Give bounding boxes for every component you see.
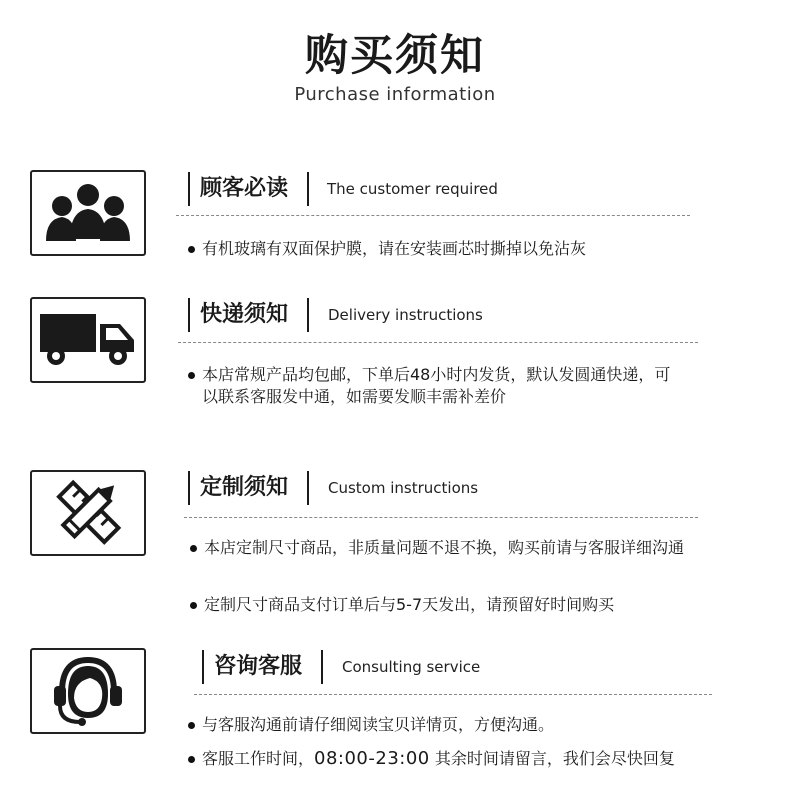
bullet-dot-icon bbox=[190, 545, 197, 552]
section-title: 咨询客服 bbox=[214, 654, 303, 679]
list-item: 本店定制尺寸商品，非质量问题不退不换，购买前请与客服详细沟通 bbox=[204, 537, 704, 559]
bullet-dot-icon bbox=[188, 722, 195, 729]
bullet-dot-icon bbox=[190, 602, 197, 609]
section-divider-bar bbox=[202, 650, 204, 684]
section-divider-bar bbox=[188, 471, 190, 505]
section-title: 快递须知 bbox=[200, 302, 289, 327]
bullet-dot-icon bbox=[188, 756, 195, 763]
delivery-truck-icon bbox=[30, 297, 146, 383]
page-title: 购买须知 bbox=[305, 31, 485, 81]
section-divider-bar bbox=[307, 471, 309, 505]
section-divider-bar bbox=[321, 650, 323, 684]
service-hours: 08:00-23:00 bbox=[314, 748, 430, 769]
dashed-divider bbox=[184, 517, 698, 518]
ruler-pencil-icon bbox=[30, 470, 146, 556]
dashed-divider bbox=[176, 215, 690, 216]
section-divider-bar bbox=[188, 172, 190, 206]
section-title: 定制须知 bbox=[200, 475, 289, 500]
bullet-dot-icon bbox=[188, 246, 195, 253]
list-item: 本店常规产品均包邮，下单后48小时内发货，默认发圆通快递，可以联系客服发中通，如需要发顺丰需补差价 bbox=[202, 364, 672, 408]
section-subtitle: The customer required bbox=[327, 180, 498, 198]
people-group-icon bbox=[30, 170, 146, 256]
list-item: 定制尺寸商品支付订单后与5-7天发出，请预留好时间购买 bbox=[204, 594, 724, 616]
section-divider-bar bbox=[307, 172, 309, 206]
section-subtitle: Custom instructions bbox=[328, 479, 479, 497]
section-subtitle: Delivery instructions bbox=[328, 306, 483, 324]
headset-agent-icon bbox=[30, 648, 146, 734]
bullet-dot-icon bbox=[188, 372, 195, 379]
list-item: 客服工作时间，08:00-23:00 其余时间请留言，我们会尽快回复 bbox=[202, 748, 782, 770]
section-divider-bar bbox=[307, 298, 309, 332]
dashed-divider bbox=[178, 342, 698, 343]
list-item: 与客服沟通前请仔细阅读宝贝详情页，方便沟通。 bbox=[202, 714, 722, 736]
dashed-divider bbox=[194, 694, 712, 695]
page-subtitle: Purchase information bbox=[294, 84, 496, 105]
section-divider-bar bbox=[188, 298, 190, 332]
list-item: 有机玻璃有双面保护膜，请在安装画芯时撕掉以免沾灰 bbox=[202, 238, 742, 260]
section-title: 顾客必读 bbox=[200, 176, 289, 201]
section-subtitle: Consulting service bbox=[342, 658, 481, 676]
